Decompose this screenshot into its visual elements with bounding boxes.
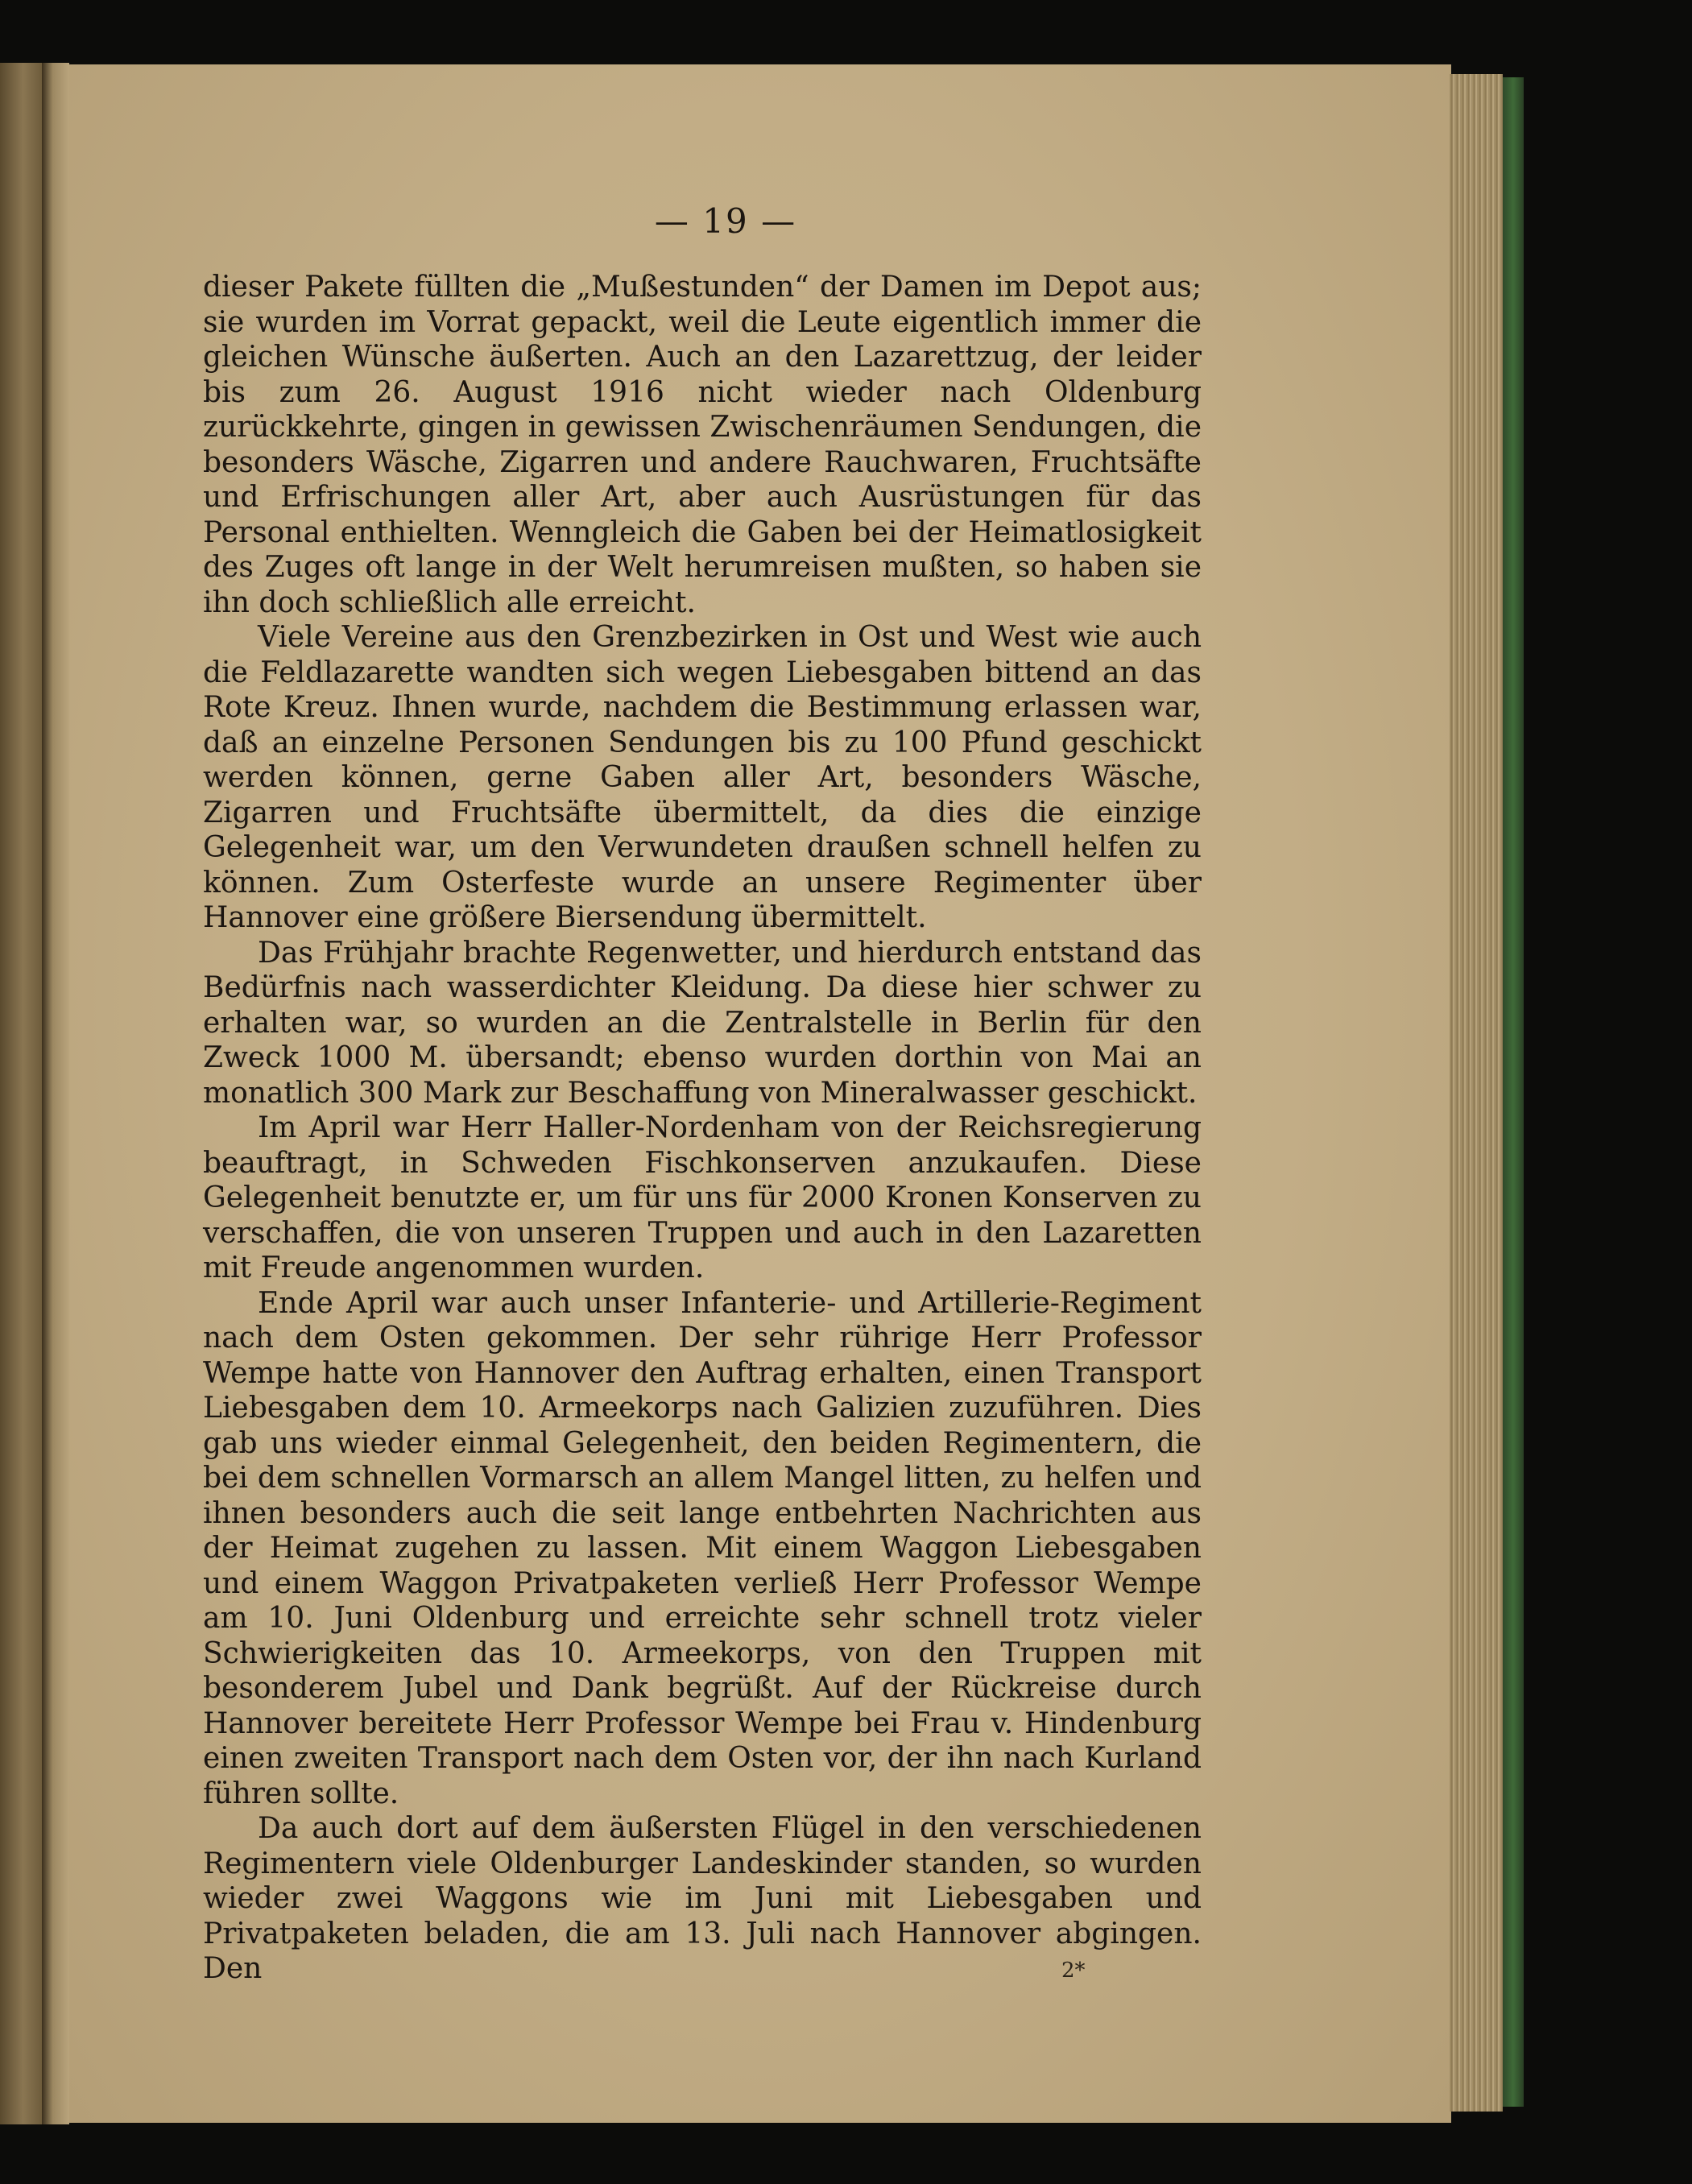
body-text	[203, 270, 1202, 1987]
previous-page-edge	[0, 63, 42, 2124]
paragraph-4: Im April war Herr Haller-Nordenham von der Reichsregierung beauftragt, in Schweden Fischkonserven anzukaufen. Diese Gelegenheit benutzte er, um für uns für 2000 Kronen Konserven zu verschaffen, die von unseren Truppen und auch in den Lazaretten mit Freude angenommen wurden.	[203, 1111, 1202, 1284]
page-number: — 19 —	[654, 201, 797, 241]
paragraph-5: Ende April war auch unser Infanterie- und Artillerie-Regiment nach dem Osten gekommen. Der sehr rührige Herr Professor Wempe hatte von Hannover den Auftrag erhalten, einen Transport Liebesgaben dem 10. Armeekorps nach Galizien zuzuführen. Dies gab uns wieder einmal Gelegenheit, den beiden Regimentern, die bei dem schnellen Vormarsch an allem Mangel litten, zu helfen und ihnen besonders auch die seit lange entbehrten Nachrichten aus der Heimat zugehen zu lassen. Mit einem Waggon Liebesgaben und einem Waggon Privatpaketen verließ Herr Professor Wempe am 10. Juni Oldenburg und erreichte sehr schnell trotz vieler Schwierigkeiten das 10. Armeekorps, von den Truppen mit besonderem Jubel und Dank begrüßt. Auf der Rückreise durch Hannover bereitete Herr Professor Wempe bei Frau v. Hindenburg einen zweiten Transport nach dem Osten vor, der ihn nach Kurland führen sollte.	[203, 1286, 1202, 1810]
paragraph-2: Viele Vereine aus den Grenzbezirken in Ost und West wie auch die Feldlazarette wandten sich wegen Liebesgaben bittend an das Rote Kreuz. Ihnen wurde, nachdem die Bestimmung erlassen war, daß an einzelne Personen Sendungen bis zu 100 Pfund geschickt werden können, gerne Gaben aller Art, besonders Wäsche, Zigarren und Fruchtsäfte übermittelt, da dies die einzige Gelegenheit war, um den Verwundeten draußen schnell helfen zu können. Zum Osterfeste wurde an unsere Regimenter über Hannover eine größere Biersendung übermittelt.	[203, 621, 1202, 934]
paragraph-1: dieser Pakete füllten die „Mußestunden“ der Damen im Depot aus; sie wurden im Vorrat gepackt, weil die Leute eigentlich immer die gleichen Wünsche äußerten. Auch an den Lazarettzug, der leider bis zum 26. August 1916 nicht wieder nach Oldenburg zurückkehrte, gingen in gewissen Zwischenräumen Sendungen, die besonders Wäsche, Zigarren und andere Rauchwaren, Fruchtsäfte und Erfrischungen aller Art, aber auch Ausrüstungen für das Personal enthielten. Wenngleich die Gaben bei der Heimatlosigkeit des Zuges oft lange in der Welt herumreisen mußten, so haben sie ihn doch schließlich alle erreicht.	[203, 271, 1202, 619]
book-cover-edge	[1503, 77, 1524, 2107]
printer-signature-mark: 2*	[1061, 1959, 1086, 1983]
page-stack-edges	[1450, 74, 1503, 2112]
paragraph-6: Da auch dort auf dem äußersten Flügel in den verschiedenen Regimentern viele Oldenburger Landeskinder standen, so wurden wieder zwei Waggons wie im Juni mit Liebesgaben und Privatpaketen beladen, die am 13. Juli nach Hannover abgingen. Den	[203, 1812, 1202, 1985]
book-gutter	[42, 63, 69, 2124]
paragraph-3: Das Frühjahr brachte Regenwetter, und hierdurch entstand das Bedürfnis nach wasserdichter Kleidung. Da diese hier schwer zu erhalten war, so wurden an die Zentralstelle in Berlin für den Zweck 1000 M. übersandt; ebenso wurden dorthin von Mai an monatlich 300 Mark zur Beschaffung von Mineralwasser geschickt.	[203, 936, 1202, 1110]
